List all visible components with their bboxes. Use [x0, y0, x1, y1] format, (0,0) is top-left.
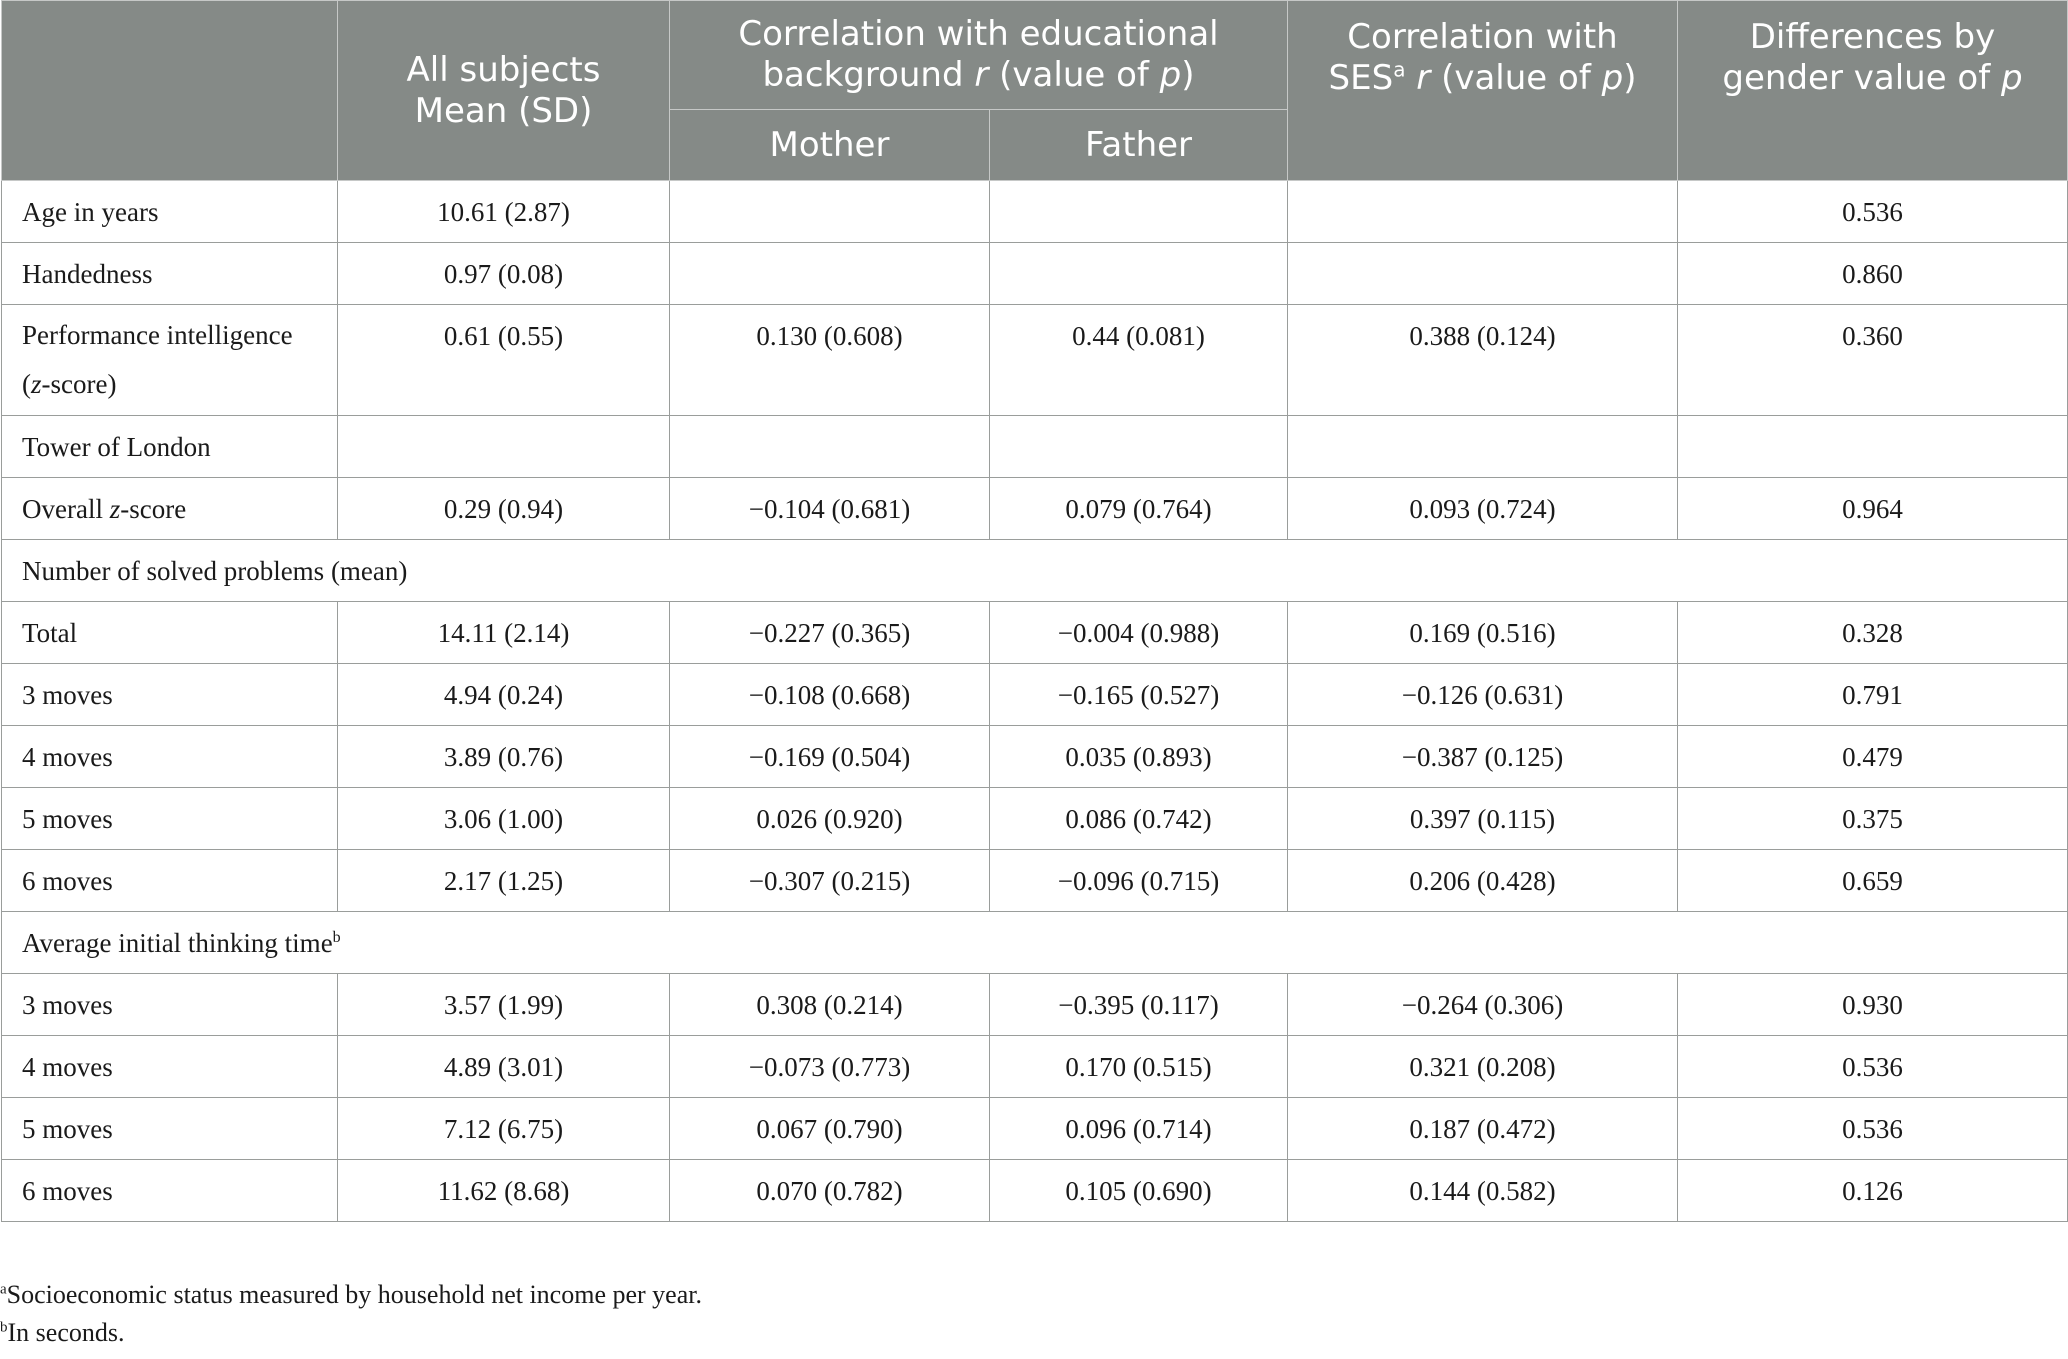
header-educational-background: Correlation with educational background r (value of p) — [670, 1, 1288, 110]
cell-ses: 0.093 (0.724) — [1288, 478, 1678, 540]
footnote-b-marker: b — [0, 1319, 8, 1336]
cell-ses: 0.144 (0.582) — [1288, 1160, 1678, 1222]
cell-mother: 0.308 (0.214) — [670, 974, 990, 1036]
cell-mother: 0.067 (0.790) — [670, 1098, 990, 1160]
table-row — [2, 664, 2068, 726]
cell-mother — [670, 243, 990, 305]
table-row — [2, 1098, 2068, 1160]
row-label: 6 moves — [2, 850, 338, 912]
cell-father: 0.105 (0.690) — [990, 1160, 1288, 1222]
cell-gender: 0.536 — [1678, 181, 2068, 243]
table-row — [2, 1036, 2068, 1098]
table-row — [2, 726, 2068, 788]
table-row — [2, 788, 2068, 850]
footnote-a-marker: a — [0, 1281, 7, 1298]
cell-father: 0.170 (0.515) — [990, 1036, 1288, 1098]
table-row — [2, 181, 2068, 243]
cell-ses: 0.169 (0.516) — [1288, 602, 1678, 664]
row-label: 3 moves — [2, 664, 338, 726]
cell-all-subjects: 0.97 (0.08) — [338, 243, 670, 305]
section-label: Number of solved problems (mean) — [2, 540, 2068, 602]
table-row — [2, 850, 2068, 912]
row-label: 5 moves — [2, 1098, 338, 1160]
cell-gender: 0.536 — [1678, 1036, 2068, 1098]
cell-empty — [1288, 416, 1678, 478]
cell-father: 0.44 (0.081) — [990, 305, 1288, 416]
cell-ses: −0.387 (0.125) — [1288, 726, 1678, 788]
cell-gender: 0.126 — [1678, 1160, 2068, 1222]
cell-father: 0.035 (0.893) — [990, 726, 1288, 788]
cell-empty — [990, 416, 1288, 478]
cell-gender: 0.659 — [1678, 850, 2068, 912]
cell-father — [990, 181, 1288, 243]
cell-father — [990, 243, 1288, 305]
row-label: Tower of London — [2, 416, 338, 478]
cell-all-subjects: 4.94 (0.24) — [338, 664, 670, 726]
cell-father: −0.395 (0.117) — [990, 974, 1288, 1036]
cell-father: −0.165 (0.527) — [990, 664, 1288, 726]
cell-empty — [1678, 416, 2068, 478]
footnote-a — [0, 1280, 2068, 1310]
cell-gender: 0.964 — [1678, 478, 2068, 540]
cell-gender: 0.536 — [1678, 1098, 2068, 1160]
data-table — [1, 0, 2068, 1222]
cell-gender: 0.479 — [1678, 726, 2068, 788]
cell-all-subjects: 0.29 (0.94) — [338, 478, 670, 540]
table-row — [2, 974, 2068, 1036]
row-label: 4 moves — [2, 726, 338, 788]
row-label: Performance intelligence (z-score) — [2, 305, 338, 416]
cell-father: 0.096 (0.714) — [990, 1098, 1288, 1160]
row-label: 5 moves — [2, 788, 338, 850]
cell-all-subjects: 7.12 (6.75) — [338, 1098, 670, 1160]
cell-mother: −0.307 (0.215) — [670, 850, 990, 912]
row-label: 3 moves — [2, 974, 338, 1036]
cell-all-subjects: 11.62 (8.68) — [338, 1160, 670, 1222]
table-body — [2, 181, 2068, 1222]
row-label: 6 moves — [2, 1160, 338, 1222]
row-label: Handedness — [2, 243, 338, 305]
cell-all-subjects: 3.06 (1.00) — [338, 788, 670, 850]
cell-gender: 0.360 — [1678, 305, 2068, 416]
cell-father: 0.079 (0.764) — [990, 478, 1288, 540]
table-row — [2, 478, 2068, 540]
table-row — [2, 243, 2068, 305]
cell-mother: 0.130 (0.608) — [670, 305, 990, 416]
cell-all-subjects: 2.17 (1.25) — [338, 850, 670, 912]
row-label: 4 moves — [2, 1036, 338, 1098]
row-label: Overall z-score — [2, 478, 338, 540]
section-label: Average initial thinking time$^b$ — [2, 912, 2068, 974]
cell-gender: 0.791 — [1678, 664, 2068, 726]
cell-ses: 0.187 (0.472) — [1288, 1098, 1678, 1160]
cell-gender: 0.930 — [1678, 974, 2068, 1036]
cell-mother: 0.070 (0.782) — [670, 1160, 990, 1222]
cell-ses: −0.264 (0.306) — [1288, 974, 1678, 1036]
table-row — [2, 1160, 2068, 1222]
cell-gender: 0.375 — [1678, 788, 2068, 850]
footnote-b-text: In seconds. — [7, 1318, 125, 1347]
table-header — [2, 1, 2068, 181]
header-mother: Mother — [670, 110, 990, 181]
cell-empty — [338, 416, 670, 478]
cell-mother — [670, 181, 990, 243]
cell-ses — [1288, 181, 1678, 243]
header-blank-cell — [2, 1, 338, 181]
cell-ses: 0.321 (0.208) — [1288, 1036, 1678, 1098]
row-label: Total — [2, 602, 338, 664]
cell-ses: 0.206 (0.428) — [1288, 850, 1678, 912]
cell-mother: 0.026 (0.920) — [670, 788, 990, 850]
footnote-b — [0, 1318, 2068, 1348]
cell-ses: 0.388 (0.124) — [1288, 305, 1678, 416]
row-label: Age in years — [2, 181, 338, 243]
cell-mother: −0.227 (0.365) — [670, 602, 990, 664]
table-row-section — [2, 416, 2068, 478]
cell-mother: −0.108 (0.668) — [670, 664, 990, 726]
cell-mother: −0.169 (0.504) — [670, 726, 990, 788]
cell-all-subjects: 0.61 (0.55) — [338, 305, 670, 416]
table-row — [2, 602, 2068, 664]
cell-all-subjects: 14.11 (2.14) — [338, 602, 670, 664]
cell-father: −0.004 (0.988) — [990, 602, 1288, 664]
cell-ses: 0.397 (0.115) — [1288, 788, 1678, 850]
cell-father: −0.096 (0.715) — [990, 850, 1288, 912]
cell-all-subjects: 3.89 (0.76) — [338, 726, 670, 788]
cell-mother: −0.104 (0.681) — [670, 478, 990, 540]
cell-ses — [1288, 243, 1678, 305]
header-gender-differences: Differences by gender value of p — [1678, 1, 2068, 181]
header-all-subjects: All subjects Mean (SD) — [338, 1, 670, 181]
cell-ses: −0.126 (0.631) — [1288, 664, 1678, 726]
cell-all-subjects: 3.57 (1.99) — [338, 974, 670, 1036]
cell-empty — [670, 416, 990, 478]
table-row — [2, 305, 2068, 416]
cell-all-subjects: 4.89 (3.01) — [338, 1036, 670, 1098]
table-row-section — [2, 912, 2068, 974]
cell-father: 0.086 (0.742) — [990, 788, 1288, 850]
cell-mother: −0.073 (0.773) — [670, 1036, 990, 1098]
table-row-section — [2, 540, 2068, 602]
header-father: Father — [990, 110, 1288, 181]
cell-gender: 0.328 — [1678, 602, 2068, 664]
cell-gender: 0.860 — [1678, 243, 2068, 305]
cell-all-subjects: 10.61 (2.87) — [338, 181, 670, 243]
footnote-a-text: Socioeconomic status measured by household net income per year. — [6, 1280, 702, 1309]
header-ses-correlation: Correlation with SES$^a$ r (value of p) — [1288, 1, 1678, 181]
